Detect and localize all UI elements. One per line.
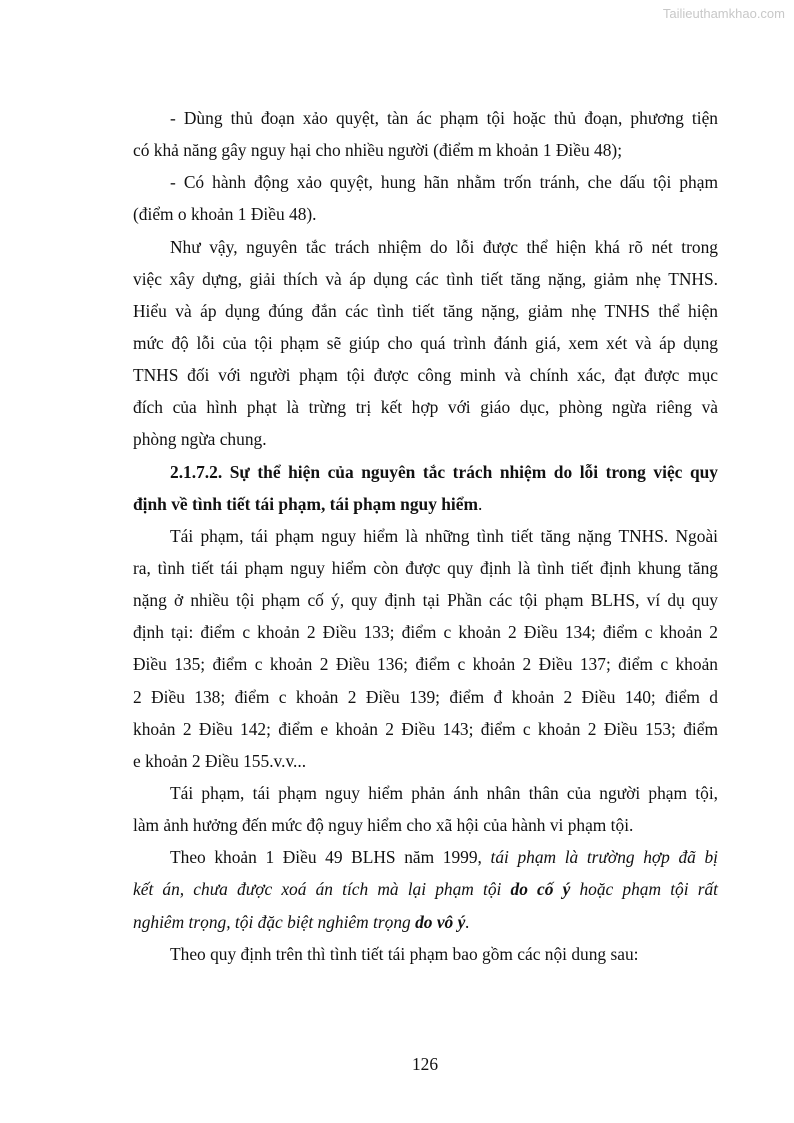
text-run: Theo khoản 1 Điều 49 BLHS năm 1999,	[170, 847, 491, 868]
paragraph	[133, 777, 718, 841]
text-line: - Có hành động xảo quyệt, hung hãn nhằm trốn tránh, che dấu tội phạm	[170, 172, 718, 193]
heading-period: .	[477, 493, 483, 514]
section-heading	[133, 456, 718, 520]
paragraph	[133, 166, 718, 230]
text-line: làm ảnh hưởng đến mức độ nguy hiểm cho xã hội của hành vi phạm tội.	[133, 815, 634, 836]
text-line: Theo quy định trên thì tình tiết tái phạm bao gồm các nội dung sau:	[170, 943, 639, 964]
text-line: e khoản 2 Điều 155.v.v...	[133, 750, 307, 771]
italic-run: .	[465, 911, 470, 932]
text-line: Tái phạm, tái phạm nguy hiểm phản ánh nhân thân của người phạm tội,	[170, 782, 718, 803]
text-line: ra, tình tiết tái phạm nguy hiểm còn được quy định là tình tiết định khung tăng	[133, 557, 718, 578]
text-line: Hiểu và áp dụng đúng đắn các tình tiết tăng nặng, giảm nhẹ TNHS thể hiện	[133, 300, 718, 321]
heading-text: định về tình tiết tái phạm, tái phạm nguy hiểm	[133, 493, 478, 514]
italic-run: hoặc phạm tội rất	[570, 879, 718, 900]
text-line	[133, 841, 718, 873]
text-line: việc xây dựng, giải thích và áp dụng các tình tiết tăng nặng, giảm nhẹ TNHS.	[133, 268, 718, 289]
text-line	[133, 906, 718, 938]
text-line: (điểm o khoản 1 Điều 48).	[133, 204, 317, 225]
page-number: 126	[411, 1054, 439, 1074]
text-line: Điều 135; điểm c khoản 2 Điều 136; điểm c khoản 2 Điều 137; điểm c khoản	[133, 654, 718, 675]
paragraph-definition	[133, 841, 718, 937]
paragraph	[133, 231, 718, 456]
heading-line: 2.1.7.2. Sự thể hiện của nguyên tắc trách nhiệm do lỗi trong việc quy	[170, 461, 718, 482]
document-body	[133, 102, 718, 970]
text-line: nặng ở nhiều tội phạm cố ý, quy định tại Phần các tội phạm BLHS, ví dụ quy	[133, 590, 718, 611]
italic-run: kết án, chưa được xoá án tích mà lại phạm tội	[133, 879, 511, 900]
text-line: khoản 2 Điều 142; điểm e khoản 2 Điều 143; điểm c khoản 2 Điều 153; điểm	[133, 718, 718, 739]
paragraph	[133, 938, 718, 970]
italic-run: nghiêm trọng, tội đặc biệt nghiêm trọng	[133, 911, 416, 932]
italic-run: tái phạm là trường hợp đã bị	[490, 847, 718, 868]
text-line: Như vậy, nguyên tắc trách nhiệm do lỗi được thể hiện khá rõ nét trong	[170, 236, 718, 257]
paragraph	[133, 520, 718, 777]
text-line: 2 Điều 138; điểm c khoản 2 Điều 139; điểm đ khoản 2 Điều 140; điểm d	[133, 686, 718, 707]
heading-line	[133, 488, 718, 520]
text-line: Tái phạm, tái phạm nguy hiểm là những tình tiết tăng nặng TNHS. Ngoài	[170, 525, 718, 546]
bold-italic-run: do cố ý	[510, 879, 571, 900]
bold-italic-run: do vô ý	[415, 911, 466, 932]
text-line: đích của hình phạt là trừng trị kết hợp với giáo dục, phòng ngừa riêng và	[133, 397, 718, 418]
text-line: TNHS đối với người phạm tội được công minh và chính xác, đạt được mục	[133, 365, 718, 386]
paragraph	[133, 102, 718, 166]
watermark: Tailieuthamkhao.com	[662, 6, 785, 21]
text-line: phòng ngừa chung.	[133, 429, 267, 450]
text-line	[133, 873, 718, 905]
text-line: có khả năng gây nguy hại cho nhiều người (điểm m khoản 1 Điều 48);	[133, 140, 623, 161]
text-line: mức độ lỗi của tội phạm sẽ giúp cho quá trình đánh giá, xem xét và áp dụng	[133, 332, 718, 353]
text-line: - Dùng thủ đoạn xảo quyệt, tàn ác phạm tội hoặc thủ đoạn, phương tiện	[170, 108, 718, 128]
text-line: định tại: điểm c khoản 2 Điều 133; điểm c khoản 2 Điều 134; điểm c khoản 2	[133, 622, 718, 643]
